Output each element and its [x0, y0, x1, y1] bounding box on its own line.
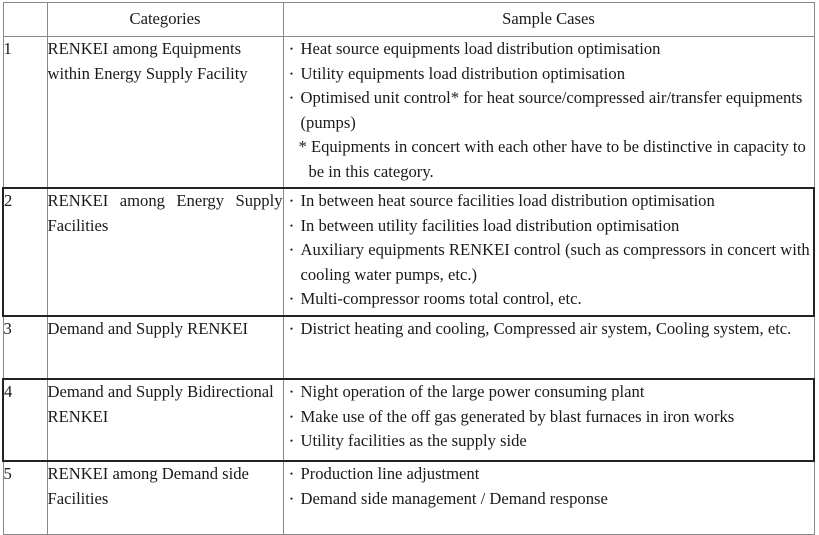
- bullet-icon: ・: [285, 434, 298, 448]
- list-item: [284, 317, 814, 342]
- header-number-cell: [3, 3, 47, 37]
- bullet-icon: ・: [285, 467, 298, 481]
- case-text: District heating and cooling, Compressed air system, Cooling system, etc.: [300, 319, 792, 338]
- case-text: In between utility facilities load distribution optimisation: [300, 215, 680, 235]
- row-number: 5: [3, 461, 47, 535]
- case-text: Utility facilities as the supply side: [300, 431, 527, 450]
- table-body: [3, 37, 814, 535]
- renkei-categories-table: [2, 2, 815, 535]
- bullet-icon: ・: [285, 491, 298, 506]
- row-number: 2: [3, 188, 47, 316]
- bullet-icon: ・: [285, 42, 298, 56]
- bullet-icon: ・: [285, 385, 298, 399]
- case-text: Make use of the off gas generated by blast furnaces in iron works: [300, 406, 735, 426]
- bullet-icon: ・: [285, 194, 298, 208]
- case-text: Auxiliary equipments RENKEI control (such as compressors in concert with cooling water pumps, etc.): [300, 240, 810, 284]
- table-row: [3, 37, 814, 189]
- case-text: Optimised unit control* for heat source/compressed air/transfer equipments (pumps): [300, 88, 803, 132]
- row-number: 1: [3, 37, 47, 189]
- row-category: Demand and Supply Bidirectional RENKEI: [47, 379, 283, 461]
- row-sample-cases: [283, 379, 814, 461]
- row-category: Demand and Supply RENKEI: [47, 316, 283, 379]
- bullet-icon: ・: [285, 218, 298, 233]
- list-item: [284, 380, 814, 405]
- case-text: In between heat source facilities load distribution optimisation: [300, 191, 715, 210]
- header-sample-cases: Sample Cases: [283, 3, 814, 37]
- row-category: RENKEI among Equipments within Energy Supply Facility: [47, 37, 283, 189]
- table-row: [3, 461, 814, 535]
- bullet-icon: ・: [285, 292, 298, 306]
- case-text: Multi-compressor rooms total control, etc.: [300, 289, 582, 308]
- list-item: [284, 405, 814, 430]
- list-item: [284, 429, 814, 454]
- list-item: [284, 287, 814, 312]
- case-list: [284, 462, 814, 511]
- row-category: RENKEI among Demand side Facilities: [47, 461, 283, 535]
- table-header: [3, 3, 814, 37]
- row-sample-cases: [283, 461, 814, 535]
- case-text: Production line adjustment: [300, 464, 480, 483]
- bullet-icon: ・: [285, 409, 298, 424]
- bullet-icon: ・: [285, 243, 298, 257]
- case-list: [284, 380, 814, 454]
- row-sample-cases: [283, 316, 814, 379]
- case-text: Heat source equipments load distribution optimisation: [300, 39, 661, 58]
- table-row: [3, 379, 814, 461]
- list-item: [284, 62, 814, 87]
- row-sample-cases: [283, 37, 814, 189]
- list-item: [284, 487, 814, 512]
- case-footnote: * Equipments in concert with each other have to be distinctive in capacity to be in this category.: [298, 137, 806, 181]
- row-category: RENKEI among Energy Supply Facilities: [47, 188, 283, 316]
- table-row: [3, 188, 814, 316]
- bullet-icon: ・: [285, 66, 298, 81]
- list-item: [284, 214, 814, 239]
- case-text: Utility equipments load distribution optimisation: [300, 63, 625, 83]
- list-item: [284, 86, 814, 135]
- bullet-icon: ・: [285, 322, 298, 336]
- list-item: [284, 238, 814, 287]
- case-text: Night operation of the large power consuming plant: [300, 382, 645, 401]
- list-item: [284, 189, 814, 214]
- case-text: Demand side management / Demand response: [300, 488, 608, 508]
- bullet-icon: ・: [285, 91, 298, 105]
- row-number: 4: [3, 379, 47, 461]
- header-row: [3, 3, 814, 37]
- row-sample-cases: [283, 188, 814, 316]
- list-item: [284, 462, 814, 487]
- case-list: [284, 189, 814, 312]
- list-item: [284, 37, 814, 62]
- case-list: [284, 37, 814, 135]
- header-categories: Categories: [47, 3, 283, 37]
- table-row: [3, 316, 814, 379]
- case-list: [284, 317, 814, 342]
- row-number: 3: [3, 316, 47, 379]
